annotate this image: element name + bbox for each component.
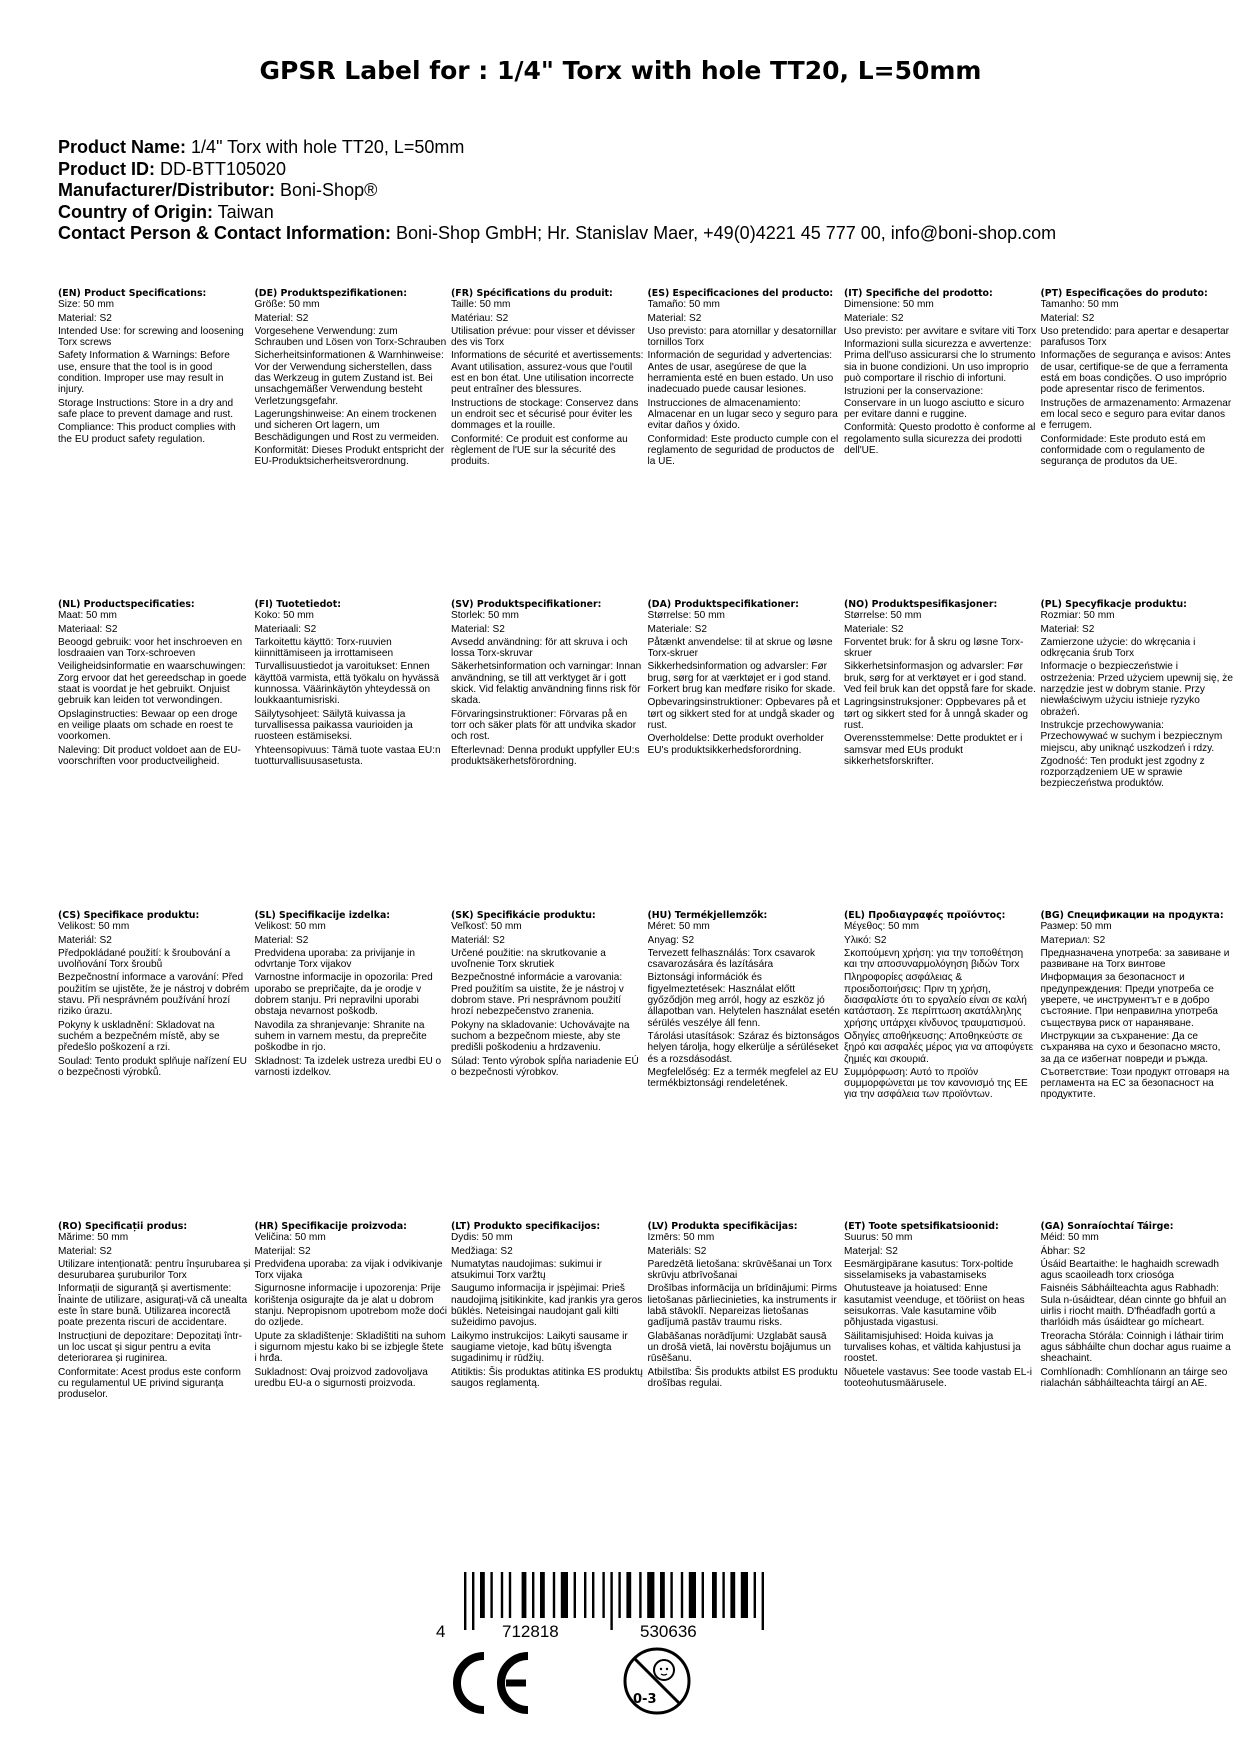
- spec-line: Predvidena uporaba: za privijanje in odvrtanje Torx vijakov: [254, 947, 415, 971]
- spec-line: Medžiaga: S2: [451, 1245, 513, 1257]
- info-value: Boni-Shop GmbH; Hr. Stanislav Maer, +49(0)4221 45 777 00, info@boni-shop.com: [396, 223, 1057, 243]
- spec-heading: (FR) Spécifications du produit:: [451, 288, 613, 299]
- barcode-bar: [626, 1572, 631, 1618]
- spec-line: Intended Use: for screwing and loosening Torx screws: [58, 325, 244, 349]
- spec-line: Tervezett felhasználás: Torx csavarok csavarozására és lazítására: [647, 947, 816, 971]
- spec-heading: (LT) Produkto specifikacijos:: [451, 1221, 601, 1232]
- spec-line: Sukladnost: Ovaj proizvod zadovoljava uredbu EU-a o sigurnosti proizvoda.: [254, 1366, 428, 1389]
- spec-line: Съответствие: Този продукт отговаря на регламента на ЕС за безопасност на продуктите.: [1040, 1066, 1230, 1101]
- spec-line: Informações de segurança e avisos: Antes de usar, certifique-se de que a ferramenta está em boas condições. O uso impróprio pode apresentar risco de ferimentos.: [1040, 350, 1231, 396]
- spec-line: Informacje o bezpieczeństwie i ostrzeżenia: Przed użyciem upewnij się, że narzędzie jest w dobrym stanie. Przy niewłaściwym użyciu istnieje ryzyko obrażeń.: [1040, 661, 1233, 718]
- spec-block: [451, 910, 648, 1221]
- spec-line: Naleving: Dit product voldoet aan de EU-voorschriften voor productveiligheid.: [58, 744, 241, 767]
- spec-line: Material: S2: [254, 934, 309, 946]
- spec-block: [844, 910, 1041, 1221]
- spec-heading: (FI) Tuotetiedot:: [254, 599, 341, 610]
- barcode-bar: [464, 1572, 466, 1630]
- spec-line: Materiał: S2: [1040, 623, 1095, 635]
- spec-line: Συμμόρφωση: Αυτό το προϊόν συμμορφώνεται με τον κανονισμό της ΕΕ για την ασφάλεια των προϊόντων.: [844, 1066, 1028, 1101]
- barcode-bar: [722, 1572, 724, 1618]
- spec-line: Opbevaringsinstruktioner: Opbevares på et tørt og sikkert sted for at undgå skader og rust.: [647, 697, 840, 731]
- barcode-bar: [689, 1572, 696, 1618]
- spec-line: Forventet bruk: for å skru og løsne Torx-skruer: [844, 636, 1024, 660]
- spec-heading: (CS) Specifikace produktu:: [58, 910, 200, 921]
- spec-line: Uso previsto: para atornillar y desatornillar tornillos Torx: [647, 325, 837, 349]
- barcode-bar: [660, 1572, 665, 1618]
- spec-line: Size: 50 mm: [58, 299, 115, 311]
- spec-line: Sigurnosne informacije i upozorenja: Prije korištenja osigurajte da je alat u dobrom stanju. Nepropisnom upotrebom može doći do ozljede.: [254, 1283, 447, 1329]
- barcode-bar: [472, 1572, 474, 1630]
- barcode-bar: [639, 1572, 641, 1618]
- spec-line: Pokyny na skladovanie: Uchovávajte na suchom a bezpečnom mieste, aby ste predišli poškodeniu a hrdzaveniu.: [451, 1019, 630, 1054]
- spec-line: Dydis: 50 mm: [451, 1232, 513, 1244]
- spec-line: Sikkerhedsinformation og advarsler: Før brug, sørg for at værktøjet er i god stand. Forkert brug kan medføre risiko for skade.: [647, 661, 836, 696]
- spec-block: [844, 1221, 1041, 1532]
- spec-line: Efterlevnad: Denna produkt uppfyller EU:s produktsäkerhetsförordning.: [451, 744, 640, 767]
- barcode-bar: [712, 1572, 717, 1618]
- barcode-digits-left: 712818: [502, 1622, 559, 1641]
- spec-line: Größe: 50 mm: [254, 299, 320, 311]
- spec-heading: (EL) Προδιαγραφές προϊόντος:: [844, 910, 1006, 921]
- spec-line: Drošības informācija un brīdinājumi: Pirms lietošanas pārliecinieties, ka instruments ir labā stāvoklī. Nepareizas lietošanas gadījumā pastāv traumu risks.: [647, 1283, 838, 1329]
- spec-line: Bezpečnostné informácie a varovania: Pred použitím sa uistite, že je nástroj v dobrom stave. Pri nesprávnom použití hrozí nebezpečenstvo zranenia.: [451, 972, 624, 1018]
- spec-line: Atbilstība: Šis produkts atbilst ES produktu drošības regulai.: [647, 1366, 838, 1389]
- spec-line: Megfelelőség: Ez a termék megfelel az EU termékbiztonsági rendeletének.: [647, 1066, 839, 1090]
- spec-block: [1041, 1221, 1238, 1532]
- barcode-bar: [647, 1572, 654, 1618]
- spec-line: Sicherheitsinformationen & Warnhinweise: Vor der Verwendung sicherstellen, dass das Werkzeug in gutem Zustand ist. Bei unsachgemäßer Verwendung besteht Verletzungsgefahr.: [254, 350, 444, 407]
- spec-line: Conformità: Questo prodotto è conforme al regolamento sulla sicurezza dei prodotti dell'UE.: [844, 422, 1036, 456]
- spec-line: Saugumo informacija ir įspėjimai: Prieš naudojimą įsitikinkite, kad įrankis yra geros būklės. Neteisingai naudojant gali kilti sužeidimo pavojus.: [451, 1283, 643, 1329]
- spec-block: [1041, 599, 1238, 910]
- spec-line: Koko: 50 mm: [254, 610, 314, 622]
- spec-block: [58, 1221, 255, 1532]
- spec-line: Yhteensopivuus: Tämä tuote vastaa EU:n tuotturvallisuusasetusta.: [254, 744, 441, 767]
- spec-block: [255, 599, 452, 910]
- spec-line: Veličina: 50 mm: [254, 1232, 326, 1244]
- spec-line: Material: S2: [647, 312, 702, 324]
- spec-line: Mărime: 50 mm: [58, 1232, 129, 1244]
- spec-line: Vorgesehene Verwendung: zum Schrauben und Lösen von Torx-Schrauben: [254, 325, 447, 349]
- spec-line: Safety Information & Warnings: Before use, ensure that the tool is in good condition. Improper use may result in injury.: [58, 350, 230, 396]
- spec-line: Předpokládané použití: k šroubování a uvolňování Torx šroubů: [58, 947, 231, 971]
- info-label: Manufacturer/Distributor:: [58, 180, 276, 200]
- spec-line: Información de seguridad y advertencias: Antes de usar, asegúrese de que la herramienta esté en buen estado. Un uso inadecuado puede causar lesiones.: [647, 350, 834, 396]
- spec-line: Uso previsto: per avvitare e svitare viti Torx: [844, 325, 1037, 337]
- spec-grid: [58, 288, 1240, 1532]
- spec-heading: (LV) Produkta specifikācijas:: [647, 1221, 798, 1232]
- info-value: Taiwan: [217, 201, 274, 222]
- spec-line: Uso pretendido: para apertar e desapertar parafusos Torx: [1040, 325, 1230, 349]
- spec-line: Informazioni sulla sicurezza e avvertenze: Prima dell'uso assicurarsi che lo strumento sia in buone condizioni. Un uso improprio può comportare il rischio di infortuni.: [844, 339, 1036, 385]
- spec-heading: (IT) Specifiche del prodotto:: [844, 288, 993, 299]
- spec-line: Material: S2: [58, 312, 112, 324]
- spec-line: Πληροφορίες ασφάλειας & προειδοποιήσεις: Πριν τη χρήση, διασφαλίστε ότι το εργαλείο είναι σε καλή κατάσταση. Σε περίπτωση ακατάλληλης χρήσης υπάρχει κίνδυνος τραυματισμού.: [844, 972, 1027, 1029]
- info-value: Boni-Shop®: [280, 180, 378, 200]
- spec-heading: (DA) Produktspecifikationer:: [647, 599, 799, 610]
- spec-line: Conformidad: Este producto cumple con el reglamento de seguridad de productos de la UE.: [647, 433, 839, 468]
- spec-line: Skladnost: Ta izdelek ustreza uredbi EU o varnosti izdelkov.: [254, 1055, 442, 1078]
- spec-line: Soulad: Tento produkt splňuje nařízení EU o bezpečnosti výrobků.: [58, 1055, 247, 1078]
- barcode-bar: [522, 1572, 527, 1618]
- spec-block: [648, 599, 845, 910]
- ce-mark-icon: [450, 1652, 532, 1714]
- spec-line: Säilitamisjuhised: Hoida kuivas ja turvalises kohas, et vältida kahjustusi ja roostet.: [844, 1330, 1021, 1365]
- product-info: [58, 137, 1056, 245]
- spec-line: Zgodność: Ten produkt jest zgodny z rozporządzeniem UE w sprawie bezpieczeństwa produktów.: [1040, 755, 1205, 790]
- spec-line: Velikost: 50 mm: [58, 921, 130, 933]
- barcode-bar: [584, 1572, 586, 1618]
- spec-block: [648, 910, 845, 1221]
- spec-heading: (DE) Produktspezifikationen:: [254, 288, 407, 299]
- barcode-bar: [540, 1572, 545, 1618]
- spec-heading: (NL) Productspecificaties:: [58, 599, 195, 610]
- age-label: 0-3: [633, 1692, 657, 1707]
- spec-line: Numatytas naudojimas: sukimui ir atsukimui Torx varžtų: [451, 1258, 602, 1282]
- spec-line: Materjal: S2: [844, 1245, 898, 1257]
- spec-line: Paredzētā lietošana: skrūvēšanai un Torx skrūvju atbrīvošanai: [647, 1258, 832, 1282]
- spec-line: Materiāls: S2: [647, 1245, 707, 1257]
- spec-line: Материал: S2: [1040, 934, 1106, 946]
- spec-line: Compliance: This product complies with the EU product safety regulation.: [58, 422, 236, 445]
- spec-line: Informations de sécurité et avertissements: Avant utilisation, assurez-vous que l'outil est en bon état. Une utilisation incorrecte peut entraîner des blessures.: [451, 350, 644, 396]
- info-row: [58, 202, 1056, 224]
- info-label: Contact Person & Contact Information:: [58, 223, 392, 243]
- spec-line: Størrelse: 50 mm: [844, 610, 922, 622]
- info-label: Product Name:: [58, 137, 187, 157]
- spec-line: Veľkosť: 50 mm: [451, 921, 522, 933]
- spec-line: Izmērs: 50 mm: [647, 1232, 715, 1244]
- spec-line: Material: S2: [254, 312, 309, 324]
- spec-line: Varnostne informacije in opozorila: Pred uporabo se prepričajte, da je orodje v dobrem stanju. Pri nepravilni uporabi obstaja nevarnost poškodb.: [254, 972, 433, 1018]
- spec-line: Conformitate: Acest produs este conform cu regulamentul UE privind siguranța produselor.: [58, 1366, 241, 1401]
- spec-block: [451, 288, 648, 599]
- barcode-bar: [490, 1572, 492, 1618]
- spec-line: Navodila za shranjevanje: Shranite na suhem in varnem mestu, da preprečite poškodbe in rjo.: [254, 1019, 427, 1054]
- spec-line: Tarkoitettu käyttö: Torx-ruuvien kiinnittämiseen ja irrottamiseen: [254, 636, 394, 660]
- spec-line: Anyag: S2: [647, 934, 695, 946]
- spec-line: Určené použitie: na skrutkovanie a uvoľnenie Torx skrutiek: [451, 947, 606, 971]
- spec-line: Faisnéis Sábháilteachta agus Rabhadh: Sula n-úsáidtear, déan cinnte go bhfuil an uirlis i riocht maith. D'fhéadfadh gortú a tharlóidh más úsáidtear go mícheart.: [1040, 1283, 1227, 1329]
- spec-line: Conformidade: Este produto está em conformidade com o regulamento de segurança de produtos da UE.: [1040, 433, 1206, 468]
- info-label: Product ID:: [58, 158, 155, 179]
- spec-line: Instrukcje przechowywania: Przechowywać w suchym i bezpiecznym miejscu, aby uniknąć uszkodzeń i rdzy.: [1040, 719, 1223, 754]
- spec-line: Informații de siguranță și avertismente: Înainte de utilizare, asigurați-vă că unealta este în stare bună. Utilizarea incorectă poate prezenta riscuri de accidentare.: [58, 1283, 248, 1329]
- spec-line: Opslaginstructies: Bewaar op een droge en veilige plaats om schade en roest te voorkomen.: [58, 708, 238, 743]
- spec-line: Ohutusteave ja hoiatused: Enne kasutamist veenduge, et tööriist on heas seisukorras. Vale kasutamine võib põhjustada vigastusi.: [844, 1283, 1025, 1329]
- barcode-area: [436, 1572, 796, 1642]
- spec-line: Σκοπούμενη χρήση: για την τοποθέτηση και την αποσυναρμολόγηση βιδών Torx: [844, 947, 1024, 971]
- spec-line: Информация за безопасност и предупреждения: Преди употреба се уверете, че инструментът е в добро състояние. При неправилна употреба съществува риск от нараняване.: [1040, 972, 1218, 1029]
- spec-line: Dimensione: 50 mm: [844, 299, 934, 311]
- spec-line: Úsáid Beartaithe: le haghaidh screwadh agus scaoileadh torx criosóga: [1040, 1258, 1219, 1282]
- barcode-digits-right: 530636: [640, 1622, 697, 1641]
- barcode-bar: [509, 1572, 511, 1618]
- spec-line: Tamanho: 50 mm: [1040, 299, 1119, 311]
- info-label: Country of Origin:: [58, 201, 213, 222]
- barcode-bar: [681, 1572, 683, 1618]
- spec-block: [1041, 910, 1238, 1221]
- spec-line: Laikymo instrukcijos: Laikyti sausame ir saugiame vietoje, kad būtų išvengta sugadinimų ir rūdžių.: [451, 1330, 628, 1365]
- spec-line: Instruções de armazenamento: Armazenar em local seco e seguro para evitar danos e ferrugem.: [1040, 397, 1232, 432]
- spec-line: Инструкции за съхранение: Да се съхранява на сухо и безопасно място, за да се избегнат повреди и ръжда.: [1040, 1030, 1221, 1065]
- spec-line: Turvallisuustiedot ja varoitukset: Ennen käyttöä varmista, että työkalu on hyvässä kunnossa. Väärinkäytön yhteydessä on loukkaantumisriski.: [254, 661, 440, 707]
- barcode-bar: [553, 1572, 555, 1618]
- barcode-bar: [762, 1572, 764, 1630]
- barcode-bar: [730, 1572, 735, 1618]
- spec-block: [255, 288, 452, 599]
- info-row: [58, 159, 1056, 181]
- spec-line: Rozmiar: 50 mm: [1040, 610, 1115, 622]
- barcode-bar: [602, 1572, 604, 1618]
- spec-line: Predviđena uporaba: za vijak i odvikivanje Torx vijaka: [254, 1258, 443, 1282]
- spec-line: Påtænkt anvendelse: til at skrue og løsne Torx-skruer: [647, 636, 833, 660]
- spec-heading: (SK) Špecifikácie produktu:: [451, 910, 596, 921]
- spec-line: Pokyny k uskladnění: Skladovat na suchém a bezpečném místě, aby se předešlo poškození a rzi.: [58, 1019, 220, 1054]
- barcode-bar: [501, 1572, 503, 1618]
- spec-line: Instrucțiuni de depozitare: Depozitați într-un loc uscat și sigur pentru a evita deteriorarea și ruginirea.: [58, 1330, 243, 1365]
- spec-line: Materiál: S2: [58, 934, 112, 946]
- spec-line: Materijal: S2: [254, 1245, 311, 1257]
- spec-line: Säkerhetsinformation och varningar: Innan användning, se till att verktyget är i gott skick. Vid felaktig användning finns risk för skada.: [451, 661, 642, 707]
- info-value: DD-BTT105020: [160, 158, 287, 179]
- spec-line: Μέγεθος: 50 mm: [844, 921, 920, 933]
- spec-line: Instrucciones de almacenamiento: Almacenar en un lugar seco y seguro para evitar daños y óxido.: [647, 397, 838, 432]
- barcode-bar: [480, 1572, 485, 1618]
- age-warning-icon: [622, 1646, 692, 1716]
- spec-block: [255, 1221, 452, 1532]
- barcode-bar: [532, 1572, 534, 1618]
- barcode-bar: [741, 1572, 748, 1618]
- spec-line: Glabāšanas norādījumi: Uzglabāt sausā un drošā vietā, lai novērstu bojājumus un rūsēšanu.: [647, 1330, 831, 1365]
- spec-line: Utilisation prévue: pour visser et dévisser des vis Torx: [451, 325, 636, 349]
- spec-line: Avsedd användning: för att skruva i och lossa Torx-skruvar: [451, 636, 628, 660]
- spec-line: Konformität: Dieses Produkt entspricht der EU-Produktsicherheitsverordnung.: [254, 444, 445, 468]
- spec-line: Overensstemmelse: Dette produktet er i samsvar med EUs produkt sikkerhetsforskrifter.: [844, 733, 1023, 767]
- info-row: [58, 137, 1056, 159]
- spec-line: Materiál: S2: [451, 934, 505, 946]
- spec-line: Eesmärgipärane kasutus: Torx-poltide sisselamiseks ja vabastamiseks: [844, 1258, 1014, 1282]
- spec-heading: (SV) Produktspecifikationer:: [451, 599, 602, 610]
- spec-line: Istruzioni per la conservazione: Conservare in un luogo asciutto e sicuro per evitare danni e ruggine.: [844, 386, 1025, 420]
- spec-line: Nõuetele vastavus: See toode vastab EL-i tooteohutusmäärusele.: [844, 1366, 1032, 1389]
- spec-heading: (GA) Sonraíochtaí Táirge:: [1040, 1221, 1174, 1232]
- spec-line: Taille: 50 mm: [451, 299, 511, 311]
- spec-block: [451, 599, 648, 910]
- spec-line: Ábhar: S2: [1040, 1245, 1086, 1257]
- spec-line: Förvaringsinstruktioner: Förvaras på en torr och säker plats för att undvika skador och rost.: [451, 708, 637, 743]
- spec-heading: (PT) Especificações do produto:: [1040, 288, 1208, 299]
- spec-heading: (RO) Specificații produs:: [58, 1221, 188, 1232]
- spec-line: Lagerungshinweise: An einem trockenen und sicheren Ort lagern, um Beschädigungen und Rost zu vermeiden.: [254, 408, 440, 443]
- spec-line: Storlek: 50 mm: [451, 610, 519, 622]
- barcode-bar: [574, 1572, 576, 1618]
- info-value: 1/4" Torx with hole TT20, L=50mm: [191, 137, 465, 157]
- spec-line: Materiale: S2: [647, 623, 707, 635]
- spec-line: Предназначена употреба: за завиване и развиване на Torx винтове: [1040, 947, 1230, 971]
- barcode-bar: [618, 1572, 620, 1618]
- spec-heading: (ES) Especificaciones del producto:: [647, 288, 834, 299]
- spec-line: Méret: 50 mm: [647, 921, 710, 933]
- spec-heading: (HU) Termékjellemzők:: [647, 910, 768, 921]
- spec-line: Размер: 50 mm: [1040, 921, 1112, 933]
- spec-block: [255, 910, 452, 1221]
- spec-line: Upute za skladištenje: Skladištiti na suhom i sigurnom mjestu kako bi se izbjegle štete i hrđa.: [254, 1330, 446, 1365]
- spec-heading: (BG) Спецификации на продукта:: [1040, 910, 1224, 921]
- spec-line: Υλικό: S2: [844, 934, 887, 946]
- barcode-bar: [610, 1572, 612, 1630]
- spec-line: Conformité: Ce produit est conforme au règlement de l'UE sur la sécurité des produits.: [451, 433, 628, 468]
- spec-line: Biztonsági információk és figyelmeztetések: Használat előtt győződjön meg arról, hogy az eszköz jó állapotban van. Helytelen használat esetén sérülés veszélye áll fenn.: [647, 972, 840, 1029]
- spec-line: Materiale: S2: [844, 623, 904, 635]
- spec-line: Velikost: 50 mm: [254, 921, 326, 933]
- spec-line: Materiale: S2: [844, 312, 904, 324]
- spec-heading: (PL) Specyfikacje produktu:: [1040, 599, 1187, 610]
- spec-block: [648, 288, 845, 599]
- spec-block: [1041, 288, 1238, 599]
- info-row: [58, 223, 1056, 245]
- spec-line: Storage Instructions: Store in a dry and safe place to prevent damage and rust.: [58, 397, 234, 420]
- spec-line: Veiligheidsinformatie en waarschuwingen: Zorg ervoor dat het gereedschap in goede staat is voordat je het gebruikt. Onjuist gebruik kan leiden tot verwondingen.: [58, 661, 247, 707]
- spec-line: Méid: 50 mm: [1040, 1232, 1099, 1244]
- spec-line: Instructions de stockage: Conservez dans un endroit sec et sécurisé pour éviter les dommages et la rouille.: [451, 397, 639, 432]
- spec-line: Maat: 50 mm: [58, 610, 117, 622]
- spec-line: Suurus: 50 mm: [844, 1232, 913, 1244]
- spec-line: Οδηγίες αποθήκευσης: Αποθηκεύστε σε ξηρό και ασφαλές μέρος για να αποφύγετε ζημιές και σκουριά.: [844, 1030, 1034, 1065]
- spec-block: [58, 288, 255, 599]
- barcode-bar: [754, 1572, 756, 1618]
- spec-line: Størrelse: 50 mm: [647, 610, 725, 622]
- spec-block: [58, 599, 255, 910]
- spec-heading: (HR) Specifikacije proizvoda:: [254, 1221, 407, 1232]
- barcode-bar: [702, 1572, 704, 1618]
- spec-line: Zamierzone użycie: do wkręcania i odkręcania śrub Torx: [1040, 636, 1196, 660]
- spec-block: [844, 599, 1041, 910]
- spec-line: Matériau: S2: [451, 312, 509, 324]
- spec-block: [648, 1221, 845, 1532]
- spec-block: [451, 1221, 648, 1532]
- barcode-digit-first: 4: [436, 1622, 446, 1641]
- info-row: [58, 180, 1056, 202]
- spec-line: Treoracha Stórála: Coinnigh i láthair tirim agus sábháilte chun dochar agus ruaime a sheachaint.: [1040, 1330, 1231, 1365]
- page-title: GPSR Label for : 1/4" Torx with hole TT20, L=50mm: [259, 56, 982, 85]
- spec-heading: (SL) Specifikacije izdelka:: [254, 910, 391, 921]
- spec-block: [58, 910, 255, 1221]
- spec-block: [844, 288, 1041, 599]
- spec-heading: (EN) Product Specifications:: [58, 288, 207, 299]
- spec-line: Overholdelse: Dette produkt overholder EU's produktsikkerhedsforordning.: [647, 733, 824, 756]
- barcode-bar: [592, 1572, 594, 1618]
- spec-heading: (ET) Toote spetsifikatsioonid:: [844, 1221, 999, 1232]
- spec-line: Utilizare intenționată: pentru înșurubarea și desurubarea șuruburilor Torx: [58, 1258, 251, 1282]
- spec-line: Tamaño: 50 mm: [647, 299, 720, 311]
- spec-line: Bezpečnostní informace a varování: Před použitím se ujistěte, že je nástroj v dobrém stavu. Při nesprávném používání hrozí riziko úrazu.: [58, 972, 250, 1018]
- spec-line: Material: S2: [451, 623, 505, 635]
- spec-line: Tárolási utasítások: Száraz és biztonságos helyen tárolja, hogy elkerülje a sérüléseket és a rozsdásodást.: [647, 1030, 840, 1065]
- spec-line: Beoogd gebruik: voor het inschroeven en losdraaien van Torx-schroeven: [58, 636, 243, 660]
- barcode-bar: [670, 1572, 672, 1618]
- spec-line: Material: S2: [58, 1245, 112, 1257]
- barcode-bar: [561, 1572, 568, 1618]
- spec-line: Comhlíonadh: Comhlíonann an táirge seo rialachán sábháilteachta táirgí an AE.: [1040, 1366, 1228, 1389]
- spec-heading: (NO) Produktspesifikasjoner:: [844, 599, 998, 610]
- spec-line: Säilytysohjeet: Säilytä kuivassa ja turvallisessa paikassa vaurioiden ja ruosteen estämiseksi.: [254, 708, 413, 743]
- spec-line: Materiaal: S2: [58, 623, 118, 635]
- spec-line: Sikkerhetsinformasjon og advarsler: Før bruk, sørg for at verktøyet er i god stand. Ved feil bruk kan det oppstå fare for skade.: [844, 661, 1036, 696]
- spec-line: Material: S2: [1040, 312, 1095, 324]
- spec-line: Súlad: Tento výrobok spĺňa nariadenie EÚ o bezpečnosti výrobkov.: [451, 1055, 639, 1078]
- spec-line: Lagringsinstruksjoner: Oppbevares på et tørt og sikkert sted for å unngå skader og rust.: [844, 697, 1029, 731]
- spec-line: Materiaali: S2: [254, 623, 317, 635]
- spec-line: Atitiktis: Šis produktas atitinka ES produktų saugos reglamentą.: [451, 1366, 643, 1389]
